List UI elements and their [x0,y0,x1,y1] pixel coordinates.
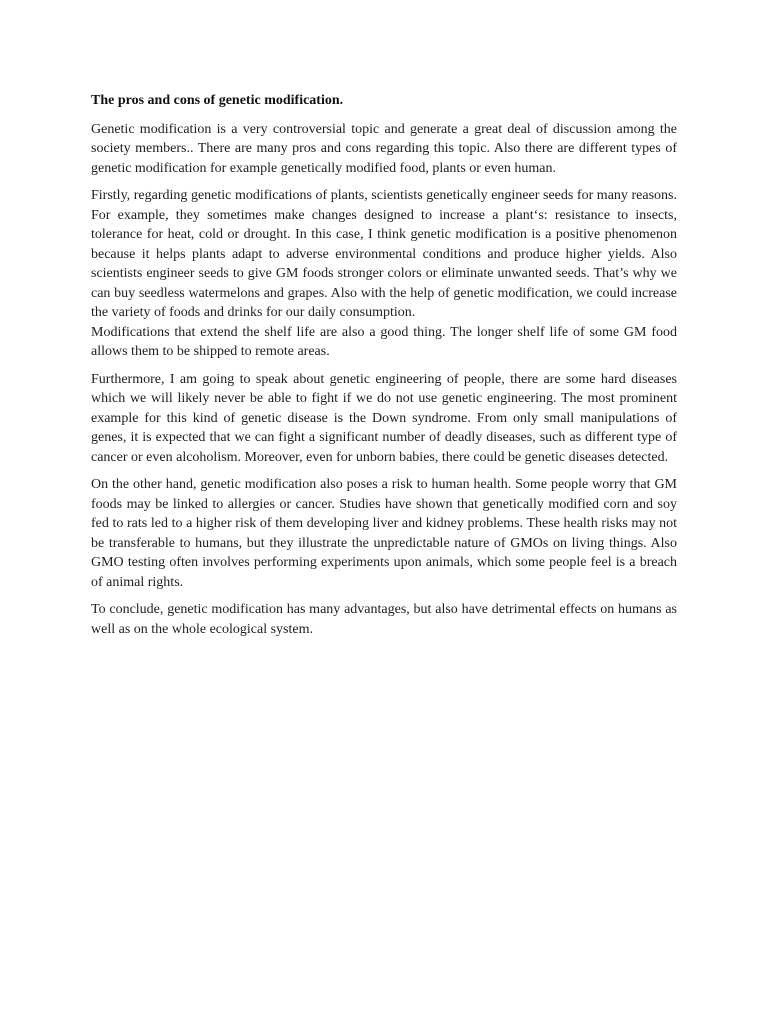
paragraph-health-risks: On the other hand, genetic modification also poses a risk to human health. Some people worry that GM foods may be linked to allergies or cancer. Studies have shown that genetically modified corn and soy fed to rats led to a higher risk of them developing liver and kidney problems. These health risks may not be transferable to humans, but they illustrate the unpredictable nature of GMOs on living things. Also GMO testing often involves performing experiments upon animals, which some people feel is a breach of animal rights. [91,477,677,590]
document-title: The pros and cons of genetic modification. [91,93,344,108]
document-page [91,91,677,647]
paragraph-introduction: Genetic modification is a very controversial topic and generate a great deal of discussion among the society members.. There are many pros and cons regarding this topic. Also there are different types of genetic modification for example genetically modified food, plants or even human. [91,121,677,176]
paragraph-plants: Firstly, regarding genetic modifications of plants, scientists genetically engineer seeds for many reasons. For example, they sometimes make changes designed to increase a plant‘s: resistance to insects, tolerance for heat, cold or drought. In this case, I think genetic modification is a positive phenomenon because it helps plants adapt to adverse environmental conditions and produce higher yields. Also scientists engineer seeds to give GM foods stronger colors or eliminate unwanted seeds. That’s why we can buy seedless watermelons and grapes. Also with the help of genetic modification, we could increase the variety of foods and drinks for our daily consumption. [91,188,677,320]
paragraph-shelf-life: Modifications that extend the shelf life are also a good thing. The longer shelf life of some GM food allows them to be shipped to remote areas. [91,324,677,359]
paragraph-conclusion: To conclude, genetic modification has many advantages, but also have detrimental effects on humans as well as on the whole ecological system. [91,602,677,637]
paragraph-human-engineering: Furthermore, I am going to speak about genetic engineering of people, there are some hard diseases which we will likely never be able to fight if we do not use genetic engineering. The most prominent example for this kind of genetic disease is the Down syndrome. From only small manipulations of genes, it is expected that we can fight a significant number of deadly diseases, such as different type of cancer or even alcoholism. Moreover, even for unborn babies, there could be genetic diseases detected. [91,371,677,465]
